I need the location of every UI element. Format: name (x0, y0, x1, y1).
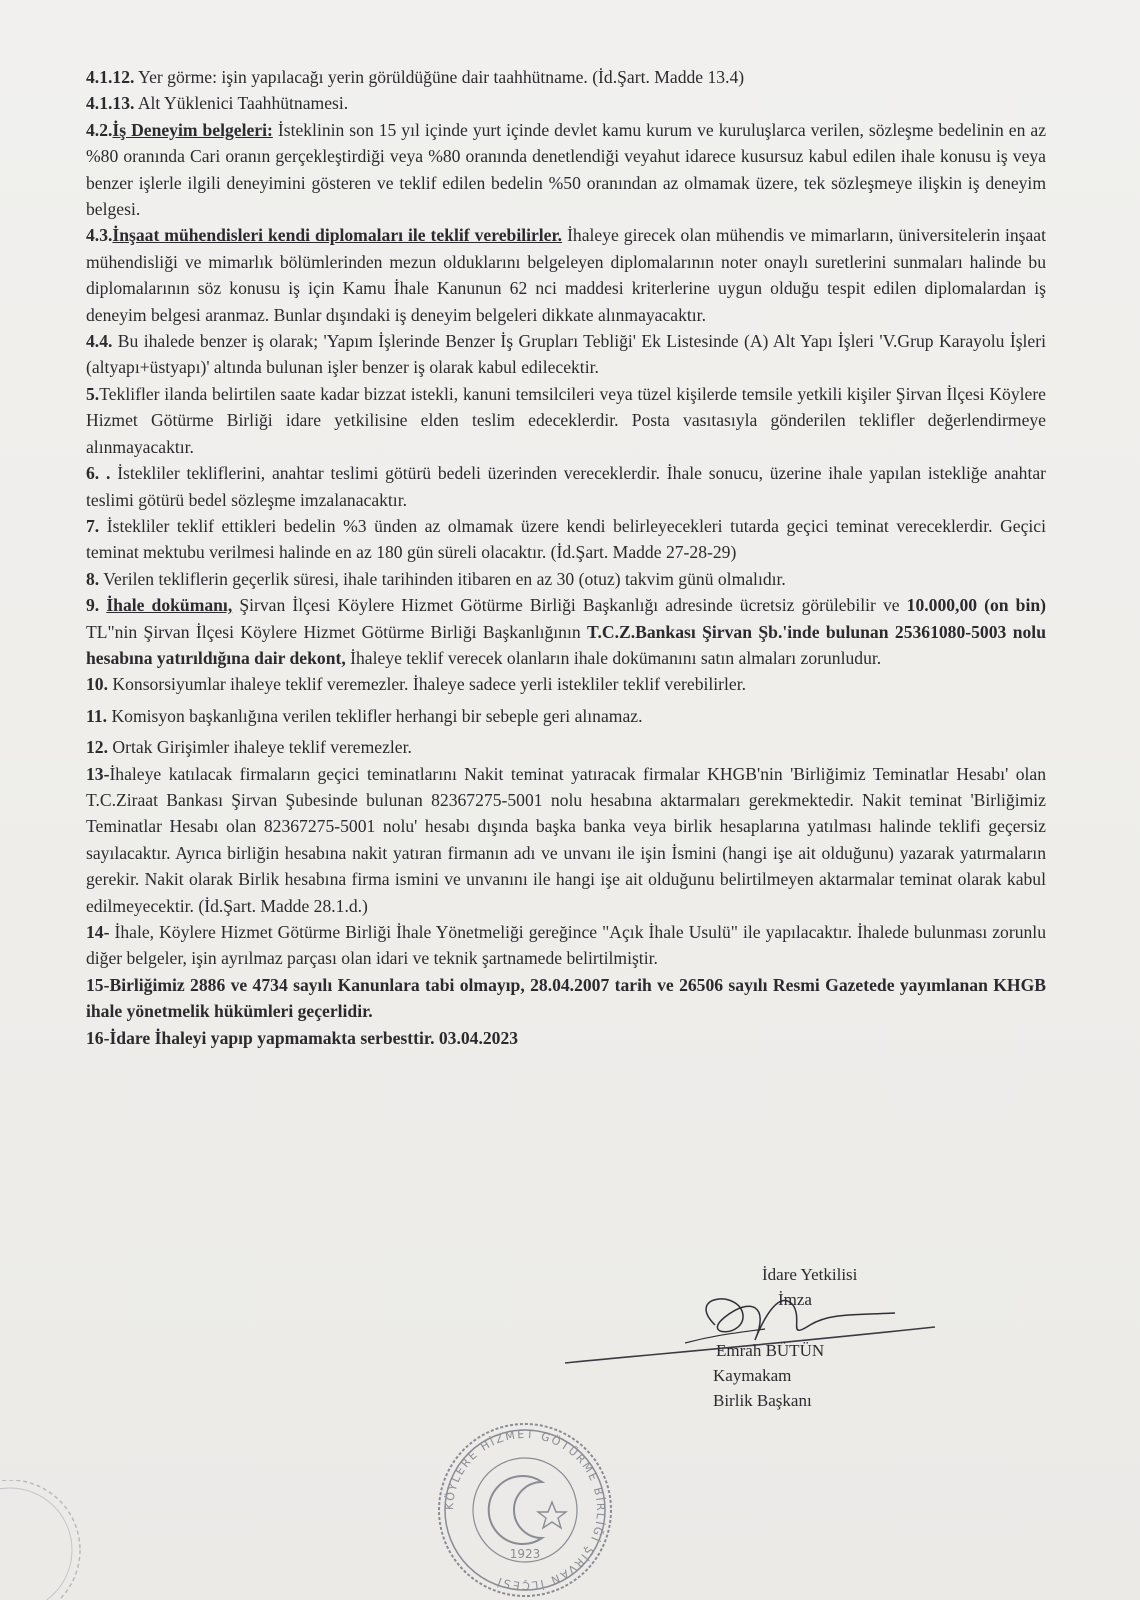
item-5: 5.Teklifler ilanda belirtilen saate kadar bizzat istekli, kanuni temsilcileri veya tüzel kişilerde temsile yetkili kişiler Şirvan İlçesi Köylere Hizmet Götürme Birliği idare yetkilisine elden teslim edeceklerdir. Posta vasıtasıyla gönderilen teklifler değerlendirmeye alınmayacaktır. (86, 383, 1046, 457)
item-heading: İş Deneyim belgeleri: (112, 119, 273, 140)
item-11: 11. Komisyon başkanlığına verilen teklifler herhangi bir sebeple geri alınamaz. (86, 705, 643, 726)
item-12: 12. Ortak Girişimler ihaleye teklif veremezler. (86, 737, 412, 758)
seal-year: 1923 (509, 1547, 541, 1561)
item-16: 16-İdare İhaleyi yapıp yapmamakta serbesttir. 03.04.2023 (86, 1027, 519, 1048)
svg-text:KÖYLERE HİZMET GÖTÜRME BİRLİĞİ (443, 1428, 607, 1592)
signatory-name: Emrah BÜTÜN (716, 1341, 825, 1360)
item-4-1-12: 4.1.12. Yer görme: işin yapılacağı yerin görüldüğüne dair taahhütname. (İd.Şart. Madde 13.4) (86, 67, 745, 87)
item-9: 9. İhale dokümanı, Şirvan İlçesi Köylere Hizmet Götürme Birliği Başkanlığı adresinde ücretsiz görülebilir ve 10.000,00 (on bin) TL"nin Şirvan İlçesi Köylere Hizmet Götürme Birliği Başkanlığının T.C.Z.Bankası Şirvan Şb.'inde bulunan 25361080-5003 nolu hesabına yatırıldığına dair dekont, İhaleye teklif verecek olanların ihale dokümanını satın almaları zorunludur. (86, 595, 1046, 668)
item-heading: İnşaat mühendisleri kendi diplomaları ile teklif verebilirler. (112, 225, 563, 246)
partial-stamp (0, 1480, 110, 1600)
signatory-title: İdare Yetkilisi (762, 1265, 858, 1284)
document-body (86, 64, 1046, 1051)
fee-amount: 10.000,00 (on bin) (906, 595, 1046, 616)
item-15: 15-Birliğimiz 2886 ve 4734 sayılı Kanunlara tabi olmayıp, 28.04.2007 tarih ve 26506 sayılı Resmi Gazetede yayımlanan KHGB ihale yönetmelik hükümleri geçerlidir. (86, 974, 1046, 1022)
item-14: 14- İhale, Köylere Hizmet Götürme Birliği İhale Yönetmeliği gereğince "Açık İhale Usulü" ile yapılacaktır. İhalede bulunması zorunlu diğer belgeler, işin ayrılmaz parçası olan idari ve teknik şartnamede belirtilmiştir. (86, 922, 1046, 969)
item-heading: İhale dokümanı, (106, 595, 233, 616)
seal-outer-text: KÖYLERE HİZMET GÖTÜRME BİRLİĞİ ŞİRVAN İLÇESİ (442, 1427, 608, 1593)
signatory-role: Birlik Başkanı (713, 1391, 812, 1410)
item-4-2: 4.2.İş Deneyim belgeleri: İsteklinin son 15 yıl içinde yurt içinde devlet kamu kurum ve kuruluşlarca verilen, sözleşme bedelinin en az %80 oranında Cari oranın gerçekleştirdiği veya %80 oranında denetlendiği veyahut idarece kusursuz kabul edilen ihale konusu iş veya benzer işlerle ilgili deneyimini gösteren ve teklif edilen bedelin %50 oranından az olmamak üzere, tek sözleşmeye ilişkin iş deneyim belgesi. (86, 119, 1047, 220)
item-7: 7. İstekliler teklif ettikleri bedelin %3 ünden az olmamak üzere kendi belirleyecekleri tutarda geçici teminat vereceklerdir. Geçici teminat mektubu verilmesi halinde en az 180 gün süreli olacaktır. (İd.Şart. Madde 27-28-29) (86, 515, 1047, 563)
item-10: 10. Konsorsiyumlar ihaleye teklif veremezler. İhaleye sadece yerli istekliler teklif verebilirler. (86, 674, 747, 695)
item-6: 6. . İstekliler tekliflerini, anahtar teslimi götürü bedeli üzerinden vereceklerdir. İhale sonucu, üzerine ihale yapılan istekliğe anahtar teslimi götürü bedel sözleşme imzalanacaktır. (86, 463, 1047, 510)
item-13: 13-İhaleye katılacak firmaların geçici teminatlarını Nakit teminat yatıracak firmalar KHGB'nin 'Birliğimiz Teminatlar Hesabı' olan T.C.Ziraat Bankası Şirvan Şubesinde bulunan 82367275-5001 nolu hesabına aktarmaları gerekmektedir. Nakit teminat 'Birliğimiz Teminatlar Hesabı olan 82367275-5001 nolu' hesabı dışında başka banka veya birlik hesaplarına yatılması halinde teklifi geçersiz sayılacaktır. Ayrıca birliğin hesabına nakit yatıran firmanın adı ve unvanı ile işin İsmini (hangi işe ait olduğunu) yazarak yatırmaların gerekir. Nakit olarak Birlik hesabına firma ismini ve unvanını ile hangi işe ait olduğunu belirtilmeyen aktarmalar teminat olarak kabul edilmeyecektir. (İd.Şart. Madde 28.1.d.) (86, 763, 1046, 916)
item-4-4: 4.4. Bu ihalede benzer iş olarak; 'Yapım İşlerinde Benzer İş Grupları Tebliği' Ek Listesinde (A) Alt Yapı İşleri 'V.Grup Karayolu İşleri (altyapı+üstyapı)' altında bulunan işler benzer iş olarak kabul edilecektir. (86, 331, 1046, 378)
item-8: 8. Verilen tekliflerin geçerlik süresi, ihale tarihinden itibaren en az 30 (otuz) takvim günü olmalıdır. (86, 568, 786, 589)
signatory-position: Kaymakam (713, 1366, 792, 1385)
signature-label: İmza (778, 1290, 812, 1309)
item-4-3: 4.3.İnşaat mühendisleri kendi diplomaları ile teklif verebilirler. İhaleye girecek olan mühendis ve mimarların, üniversitelerin inşaat mühendisliği ve mimarlık bölümlerinden mezun olduklarını belgeleyen diplomalarının noter onaylı suretlerini sunmaları halinde bu diplomalarının söz konusu iş için Kamu İhale Kanunun 62 nci maddesi kriterlerine uygun olduğu tespit edilen diplomalardan iş deneyim belgesi aranmaz. Bunlar dışındaki iş deneyim belgeleri dikkate alınmayacaktır. (86, 225, 1046, 325)
item-4-1-13: 4.1.13. Alt Yüklenici Taahhütnamesi. (86, 93, 349, 114)
official-seal (430, 1420, 620, 1600)
bank-account: T.C.Z.Bankası Şirvan Şb.'inde bulunan 25361080-5003 nolu hesabına yatırıldığına dair dekont, (86, 621, 1046, 668)
